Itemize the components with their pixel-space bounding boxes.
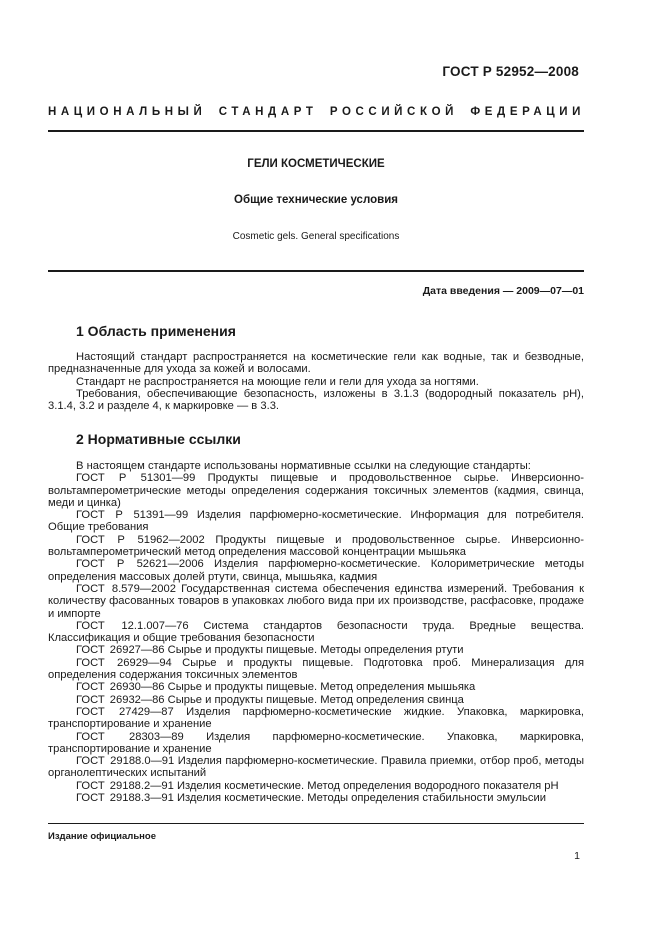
reference-title: Государственная система обеспечения единства измерений. Требования к количеству фасованных товаров в упаковках любого вида при их производстве, расфасовке, продаже и импорте [48, 582, 584, 620]
reference-code: ГОСТ 8.579—2002 [76, 582, 176, 595]
reference-item [48, 706, 584, 731]
title-divider [48, 270, 584, 272]
header-divider [48, 130, 584, 132]
section-1-paragraph: Стандарт не распространяется на моющие гели и гели для ухода за ногтями. [76, 375, 479, 388]
reference-code: ГОСТ 28303—89 [76, 730, 184, 743]
reference-title: Сырье и продукты пищевые. Методы определения ртути [167, 644, 464, 657]
reference-code: ГОСТ Р 51301—99 [76, 472, 196, 485]
reference-code: ГОСТ 26930—86 [76, 681, 165, 694]
reference-title: Изделия парфюмерно-косметические. Колориметрические методы определения массовых долей ртути, свинца, мышьяка, кадмия [48, 558, 585, 583]
reference-code: ГОСТ 26929—94 [76, 656, 172, 669]
section-1-paragraph: Требования, обеспечивающие безопасность, изложены в 3.1.3 (водородный показатель рН), 3.1.4, 3.2 и разделе 4, к маркировке — в 3.3. [48, 387, 584, 413]
reference-item [48, 731, 584, 756]
section-1-heading: 1 Область применения [76, 323, 236, 339]
reference-title: Изделия косметические. Метод определения водородного показателя рН [176, 779, 559, 792]
reference-title: Изделия парфюмерно-косметические. Упаковка, маркировка, транспортирование и хранение [48, 730, 585, 755]
section-1-paragraph: Настоящий стандарт распространяется на косметические гели как водные, так и безводные, предназначенные для ухода за кожей и волосами. [48, 351, 584, 376]
reference-item [48, 694, 584, 706]
document-title: ГЕЛИ КОСМЕТИЧЕСКИЕ [247, 158, 385, 170]
reference-code: ГОСТ 29188.0—91 [76, 755, 175, 768]
reference-code: ГОСТ 26927—86 [76, 644, 165, 657]
reference-item [48, 620, 584, 645]
reference-title: Изделия парфюмерно-косметические. Правила приемки, отбор проб, методы органолептических испытаний [48, 755, 584, 780]
reference-title: Сырье и продукты пищевые. Метод определения свинца [167, 693, 464, 706]
reference-code: ГОСТ Р 51391—99 [76, 509, 189, 522]
reference-title: Сырье и продукты пищевые. Метод определения мышьяка [167, 681, 476, 694]
reference-item [48, 644, 584, 656]
reference-item [48, 583, 584, 620]
section-2-heading: 2 Нормативные ссылки [76, 431, 241, 447]
section-1-body [48, 351, 584, 412]
reference-title: Система стандартов безопасности труда. Вредные вещества. Классификация и общие требования безопасности [48, 619, 584, 645]
reference-item [48, 792, 584, 804]
reference-item [48, 755, 584, 780]
reference-item [48, 509, 584, 534]
reference-code: ГОСТ 29188.2—91 [76, 779, 174, 792]
reference-title: Изделия косметические. Методы определения стабильности эмульсии [176, 792, 546, 805]
reference-code: ГОСТ 12.1.007—76 [76, 619, 189, 632]
reference-code: ГОСТ Р 52621—2006 [76, 558, 204, 571]
reference-title: Сырье и продукты пищевые. Подготовка проб. Минерализация для определения содержания токсичных элементов [48, 656, 585, 682]
reference-item [48, 681, 584, 693]
reference-item [48, 472, 584, 509]
reference-code: ГОСТ 26932—86 [76, 693, 165, 706]
reference-title: Изделия парфюмерно-косметические жидкие. Упаковка, маркировка, транспортирование и хранение [48, 705, 585, 731]
reference-title: Изделия парфюмерно-косметические. Информация для потребителя. Общие требования [48, 509, 584, 534]
reference-title: Продукты пищевые и продовольственное сырье. Инверсионно-вольтамперометрические методы определения содержания токсичных элементов (кадмия, свинца, меди и цинка) [48, 472, 585, 509]
reference-item [48, 657, 584, 682]
reference-item [48, 534, 584, 559]
english-title: Cosmetic gels. General specifications [232, 231, 400, 242]
reference-code: ГОСТ 27429—87 [76, 705, 174, 718]
introduction-date: Дата введения — 2009—07—01 [422, 285, 584, 297]
publication-note: Издание официальное [48, 831, 156, 842]
section-2-body [48, 460, 584, 804]
reference-item [48, 780, 584, 792]
footer-divider [48, 823, 584, 824]
standard-designation: ГОСТ Р 52952—2008 [442, 64, 579, 79]
reference-code: ГОСТ Р 51962—2002 [76, 533, 205, 546]
document-subtitle: Общие технические условия [234, 194, 398, 206]
section-2-intro: В настоящем стандарте использованы нормативные ссылки на следующие стандарты: [76, 460, 531, 472]
reference-item [48, 558, 584, 583]
reference-title: Продукты пищевые и продовольственное сырье. Инверсионно-вольтамперометрический метод определения массовой концентрации мышьяка [48, 533, 585, 559]
reference-code: ГОСТ 29188.3—91 [76, 792, 174, 805]
page-number: 1 [574, 850, 580, 862]
national-standard-heading: НАЦИОНАЛЬНЫЙ СТАНДАРТ РОССИЙСКОЙ ФЕДЕРАЦИИ [48, 106, 585, 118]
